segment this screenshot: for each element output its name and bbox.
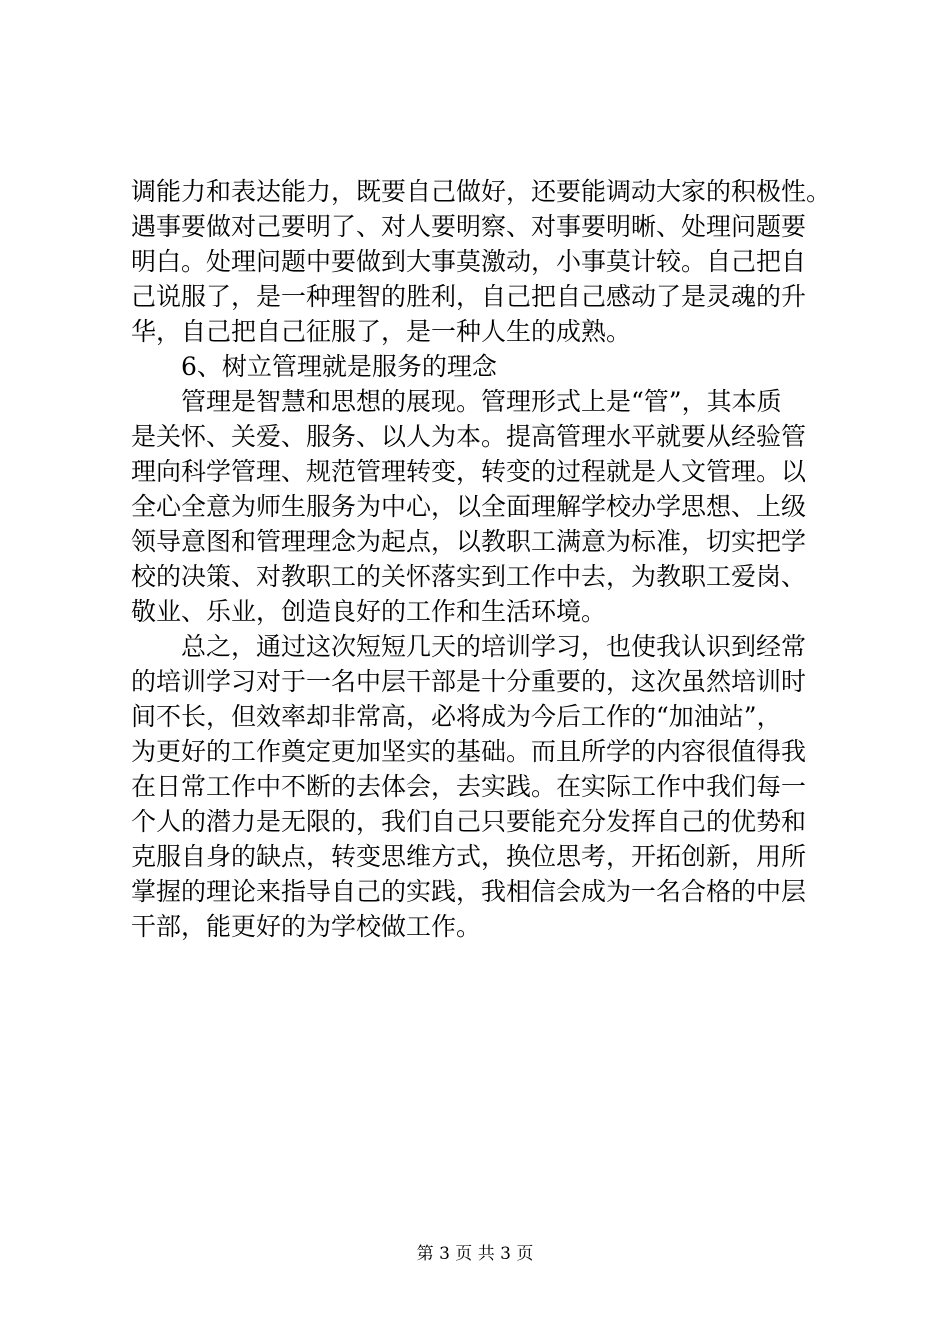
text-line: 华，自己把自己征服了，是一种人生的成熟。: [131, 317, 632, 346]
text-line: 的培训学习对于一名中层干部是十分重要的，这次虽然培训时: [131, 667, 807, 696]
text-line: 己说服了，是一种理智的胜利，自己把自己感动了是灵魂的升: [131, 282, 807, 311]
text-line: 掌握的理论来指导自己的实践，我相信会成为一名合格的中层: [131, 877, 807, 906]
paragraph-first-line: 管理是智慧和思想的展现。管理形式上是“管”，其本质: [181, 387, 782, 416]
section-heading: 6、树立管理就是服务的理念: [181, 352, 497, 381]
text-line: 校的决策、对教职工的关怀落实到工作中去，为教职工爱岗、: [131, 562, 807, 591]
text-line: 干部，能更好的为学校做工作。: [131, 912, 482, 941]
text-line: 调能力和表达能力，既要自己做好，还要能调动大家的积极性。: [131, 177, 831, 206]
text-line: 明白。处理问题中要做到大事莫激动，小事莫计较。自己把自: [131, 247, 807, 276]
text-line: 领导意图和管理理念为起点，以教职工满意为标准，切实把学: [131, 527, 807, 556]
text-line: 个人的潜力是无限的，我们自己只要能充分发挥自己的优势和: [131, 807, 807, 836]
text-line: 为更好的工作奠定更加坚实的基础。而且所学的内容很值得我: [131, 737, 807, 766]
document-body: [131, 174, 831, 944]
text-line: 间不长，但效率却非常高，必将成为今后工作的“加油站”，: [131, 702, 782, 731]
text-line: 在日常工作中不断的去体会，去实践。在实际工作中我们每一: [131, 772, 807, 801]
text-line: 克服自身的缺点，转变思维方式，换位思考，开拓创新，用所: [131, 842, 807, 871]
text-line: 理向科学管理、规范管理转变，转变的过程就是人文管理。以: [131, 457, 807, 486]
page-footer: 第 3 页 共 3 页: [416, 1244, 534, 1264]
text-line: 遇事要做对己要明了、对人要明察、对事要明晰、处理问题要: [131, 212, 807, 241]
paragraph-first-line: 总之，通过这次短短几天的培训学习，也使我认识到经常: [181, 632, 807, 661]
text-line: 全心全意为师生服务为中心，以全面理解学校办学思想、上级: [131, 492, 807, 521]
text-line: 敬业、乐业，创造良好的工作和生活环境。: [131, 597, 607, 626]
text-line: 是关怀、关爱、服务、以人为本。提高管理水平就要从经验管: [131, 422, 807, 451]
